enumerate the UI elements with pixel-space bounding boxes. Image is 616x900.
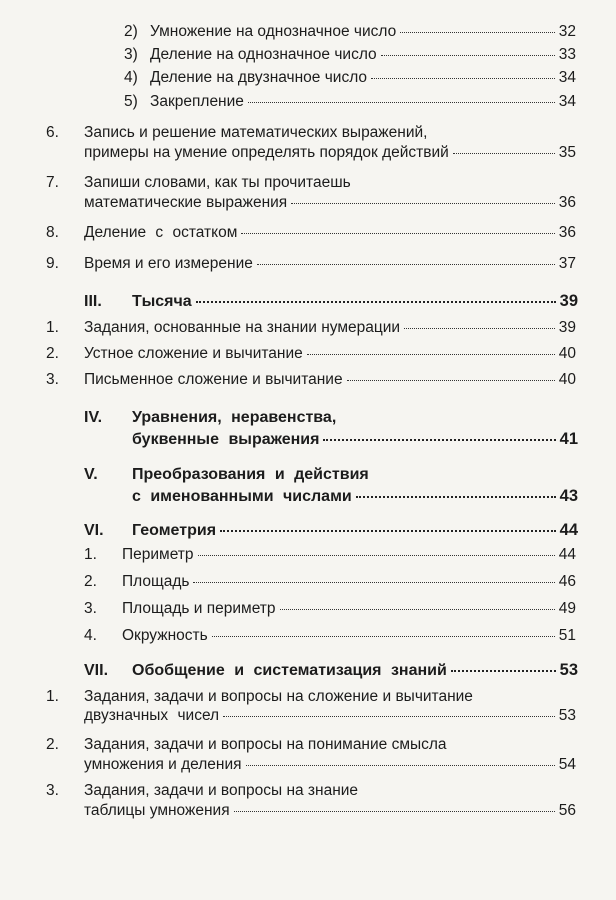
dot-leader — [193, 582, 554, 583]
dot-leader — [241, 233, 554, 234]
entry-number: 2. — [84, 573, 97, 590]
dot-leader — [223, 716, 555, 717]
page-number: 49 — [558, 600, 576, 617]
dot-leader — [347, 380, 555, 381]
toc-entry — [124, 92, 576, 111]
entry-title-line1: Задания, задачи и вопросы на знание — [84, 782, 359, 799]
page-number: 39 — [558, 319, 576, 336]
entry-title-line2: таблицы умножения — [84, 802, 230, 819]
dot-leader — [246, 765, 555, 766]
page-number: 39 — [559, 292, 578, 310]
toc-entry — [84, 223, 576, 242]
entry-title: Деление на однозначное число — [150, 46, 377, 63]
entry-number: 1. — [46, 319, 59, 336]
page-number: 41 — [559, 430, 578, 448]
entry-number: 6. — [46, 124, 59, 141]
section-title: Геометрия — [132, 522, 217, 539]
entry-title: Площадь — [122, 573, 190, 590]
entry-title-line2: примеры на умение определять порядок действий — [84, 144, 449, 161]
dot-leader — [291, 203, 555, 204]
entry-number: 3. — [46, 371, 59, 388]
toc-entry — [124, 22, 576, 41]
page-number: 35 — [558, 144, 576, 161]
dot-leader — [404, 328, 555, 329]
dot-leader — [196, 301, 556, 303]
dot-leader — [371, 78, 555, 79]
page-number: 51 — [558, 627, 576, 644]
page-number: 40 — [558, 371, 576, 388]
entry-title: Время и его измерение — [84, 255, 253, 272]
entry-number: 7. — [46, 174, 59, 191]
page-number: 44 — [559, 521, 578, 539]
page-number: 44 — [558, 546, 576, 563]
entry-number: 2. — [46, 345, 59, 362]
page-number: 36 — [558, 224, 576, 241]
dot-leader — [198, 555, 555, 556]
toc-entry — [84, 706, 576, 725]
toc-entry — [122, 599, 576, 618]
entry-title: Окружность — [122, 627, 208, 644]
toc-entry — [84, 801, 576, 820]
page-number: 32 — [558, 23, 576, 40]
page-number: 37 — [558, 255, 576, 272]
entry-number: 4. — [84, 627, 97, 644]
toc-entry — [124, 68, 576, 87]
page-number: 46 — [558, 573, 576, 590]
entry-title-line1: Задания, задачи и вопросы на сложение и вычитание — [84, 688, 473, 705]
section-number: III. — [84, 293, 102, 310]
entry-title: Деление на двузначное число — [150, 69, 368, 86]
toc-entry-line — [46, 123, 59, 142]
entry-title-line2: умножения и деления — [84, 756, 242, 773]
entry-title: Умножение на однозначное число — [150, 23, 397, 40]
dot-leader — [257, 264, 555, 265]
toc-entry — [84, 143, 576, 162]
dot-leader — [400, 32, 555, 33]
entry-number: 3) — [124, 46, 138, 63]
entry-number: 1. — [46, 688, 59, 705]
entry-number: 2) — [124, 23, 138, 40]
toc-section — [132, 487, 578, 506]
entry-title: Закрепление — [150, 93, 244, 110]
page-number: 56 — [558, 802, 576, 819]
toc-entry — [84, 318, 576, 337]
entry-number: 3. — [46, 782, 59, 799]
dot-leader — [451, 670, 556, 672]
dot-leader — [307, 354, 555, 355]
entry-number: 9. — [46, 255, 59, 272]
dot-leader — [234, 811, 555, 812]
section-title-line1: Уравнения, неравенства, — [132, 409, 337, 426]
page-number: 34 — [558, 93, 576, 110]
dot-leader — [453, 153, 555, 154]
toc-entry — [124, 45, 576, 64]
dot-leader — [280, 609, 555, 610]
entry-title: Письменное сложение и вычитание — [84, 371, 343, 388]
toc-entry — [84, 254, 576, 273]
section-title-line2: буквенные выражения — [132, 431, 320, 448]
section-number: V. — [84, 466, 98, 483]
page-number: 43 — [559, 487, 578, 505]
toc-section — [132, 521, 578, 540]
entry-number: 2. — [46, 736, 59, 753]
toc-entry — [84, 193, 576, 212]
section-title-line1: Преобразования и действия — [132, 466, 369, 483]
page-number: 53 — [558, 707, 576, 724]
dot-leader — [220, 530, 556, 532]
page-number: 40 — [558, 345, 576, 362]
section-title: Обобщение и систематизация знаний — [132, 662, 447, 679]
entry-title: Площадь и периметр — [122, 600, 276, 617]
entry-title: Устное сложение и вычитание — [84, 345, 303, 362]
entry-number: 3. — [84, 600, 97, 617]
toc-entry — [122, 626, 576, 645]
page-number: 34 — [558, 69, 576, 86]
entry-title: Деление с остатком — [84, 224, 238, 241]
page-number: 36 — [558, 194, 576, 211]
section-number: IV. — [84, 409, 103, 426]
section-title-line2: с именованными числами — [132, 488, 352, 505]
dot-leader — [323, 439, 555, 441]
entry-title-line1: Задания, задачи и вопросы на понимание смысла — [84, 736, 447, 753]
entry-number: 1. — [84, 546, 97, 563]
toc-section — [132, 661, 578, 680]
page-number: 33 — [558, 46, 576, 63]
section-title: Тысяча — [132, 293, 192, 310]
entry-title: Периметр — [122, 546, 194, 563]
section-number: VII. — [84, 662, 109, 679]
entry-number: 8. — [46, 224, 59, 241]
entry-title-line2: двузначных чисел — [84, 707, 220, 724]
toc-section — [132, 430, 578, 449]
toc-entry — [122, 572, 576, 591]
dot-leader — [356, 496, 556, 498]
page-number: 53 — [559, 661, 578, 679]
dot-leader — [248, 102, 555, 103]
entry-number: 4) — [124, 69, 138, 86]
entry-number: 5) — [124, 93, 138, 110]
dot-leader — [212, 636, 555, 637]
toc-entry — [84, 344, 576, 363]
dot-leader — [381, 55, 555, 56]
page-number: 54 — [558, 756, 576, 773]
entry-title: Задания, основанные на знании нумерации — [84, 319, 401, 336]
toc-entry — [84, 370, 576, 389]
entry-title-line2: математические выражения — [84, 194, 288, 211]
toc-section — [132, 292, 578, 311]
toc-entry — [122, 545, 576, 564]
toc-entry — [84, 755, 576, 774]
section-number: VI. — [84, 522, 104, 539]
entry-title-line1: Запись и решение математических выражений, — [84, 124, 428, 141]
entry-title-line1: Запиши словами, как ты прочитаешь — [84, 174, 351, 191]
